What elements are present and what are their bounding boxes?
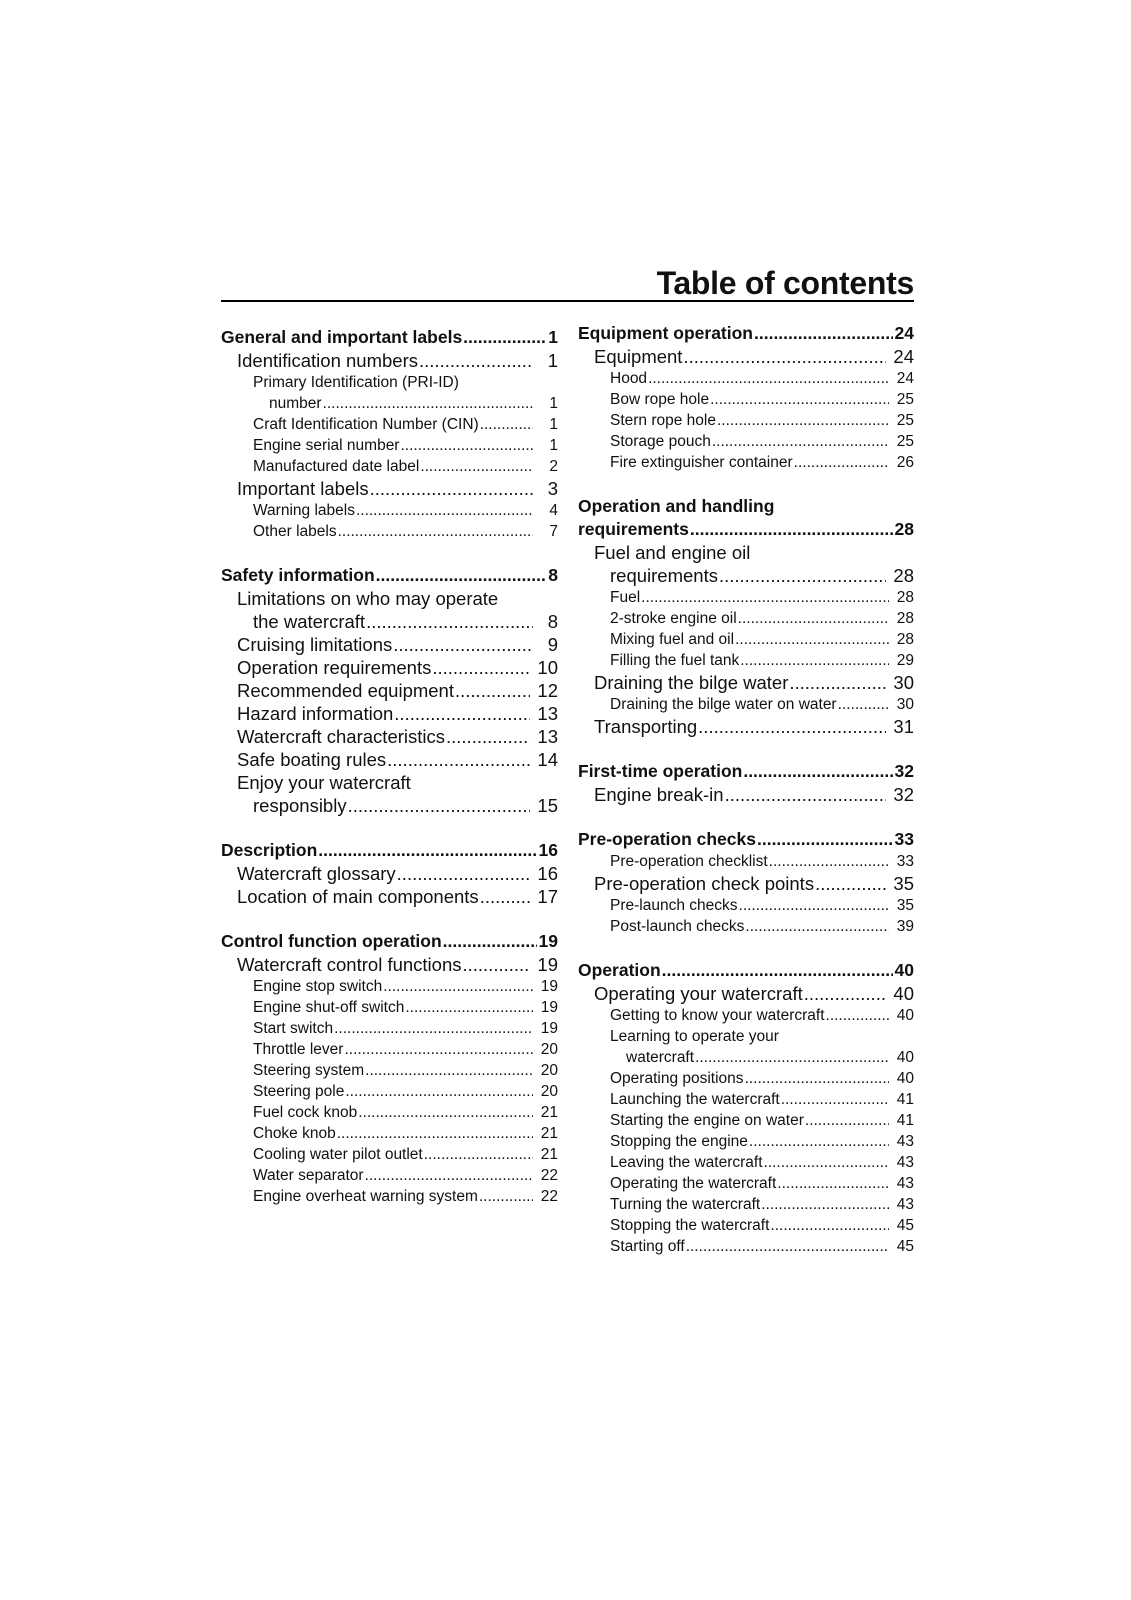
toc-page-number: 25 bbox=[896, 391, 914, 408]
toc-page-number: 28 bbox=[896, 610, 914, 627]
toc-leader-dots bbox=[745, 916, 889, 937]
toc-page-number: 20 bbox=[540, 1041, 558, 1058]
toc-leader-dots bbox=[455, 679, 530, 702]
toc-entry[interactable] bbox=[237, 702, 558, 725]
toc-entry-title: Fire extinguisher container bbox=[610, 454, 793, 471]
toc-leader-dots bbox=[348, 794, 531, 817]
toc-page-number: 43 bbox=[896, 1154, 914, 1171]
toc-entry[interactable] bbox=[610, 431, 914, 452]
toc-page-number: 4 bbox=[549, 502, 558, 519]
toc-page-number: 9 bbox=[547, 634, 558, 655]
toc-page-number: 40 bbox=[893, 983, 914, 1004]
toc-page-number: 24 bbox=[896, 370, 914, 387]
toc-entry[interactable] bbox=[610, 1089, 914, 1110]
toc-page-number: 13 bbox=[537, 726, 558, 747]
toc-entry[interactable] bbox=[610, 629, 914, 650]
toc-entry[interactable] bbox=[610, 564, 914, 587]
toc-leader-dots bbox=[419, 349, 533, 372]
toc-page-number: 15 bbox=[537, 795, 558, 816]
toc-leader-dots bbox=[777, 1173, 889, 1194]
toc-page-number: 1 bbox=[547, 350, 558, 371]
toc-page-number: 20 bbox=[540, 1062, 558, 1079]
toc-entry-title: Craft Identification Number (CIN) bbox=[253, 416, 479, 433]
toc-page-number: 28 bbox=[896, 631, 914, 648]
toc-entry-title: Draining the bilge water on water bbox=[610, 696, 837, 713]
toc-page-number: 19 bbox=[537, 954, 558, 975]
toc-entry-title: Stopping the watercraft bbox=[610, 1217, 770, 1234]
toc-entry[interactable] bbox=[269, 393, 558, 414]
toc-entry[interactable] bbox=[610, 1215, 914, 1236]
toc-leader-dots bbox=[376, 564, 547, 587]
toc-entry-title: Bow rope hole bbox=[610, 391, 710, 408]
toc-leader-dots bbox=[761, 1194, 889, 1215]
toc-page-number: 43 bbox=[896, 1133, 914, 1150]
toc-leader-dots bbox=[397, 862, 531, 885]
toc-page-number: 45 bbox=[896, 1217, 914, 1234]
toc-leader-dots bbox=[739, 895, 889, 916]
toc-entry[interactable] bbox=[253, 1081, 558, 1102]
toc-page-number: 17 bbox=[537, 886, 558, 907]
toc-entry[interactable] bbox=[237, 349, 558, 372]
toc-entry[interactable] bbox=[610, 1152, 914, 1173]
toc-entry-title: Control function operation bbox=[221, 931, 442, 951]
toc-entry[interactable] bbox=[237, 477, 558, 500]
toc-entry-title: Other labels bbox=[253, 523, 337, 540]
toc-page-number: 32 bbox=[893, 784, 914, 805]
toc-page-number: 3 bbox=[547, 478, 558, 499]
toc-leader-dots bbox=[480, 885, 531, 908]
toc-entry-title: Operation requirements bbox=[237, 657, 432, 678]
toc-page-number: 2 bbox=[549, 458, 558, 475]
toc-leader-dots bbox=[641, 587, 889, 608]
toc-page-number: 39 bbox=[896, 918, 914, 935]
toc-entry[interactable] bbox=[253, 1186, 558, 1207]
toc-leader-dots bbox=[365, 1165, 533, 1186]
toc-leader-dots bbox=[365, 1060, 533, 1081]
toc-entry[interactable] bbox=[253, 521, 558, 542]
toc-entry-title: Engine serial number bbox=[253, 437, 400, 454]
toc-entry[interactable] bbox=[253, 500, 558, 521]
toc-entry-title: Location of main components bbox=[237, 886, 479, 907]
toc-leader-dots bbox=[345, 1081, 533, 1102]
toc-entry[interactable] bbox=[626, 1047, 914, 1068]
toc-leader-dots bbox=[794, 452, 889, 473]
page-title: Table of contents bbox=[656, 265, 914, 301]
toc-leader-dots bbox=[754, 322, 893, 345]
toc-entry[interactable] bbox=[253, 1060, 558, 1081]
toc-entry[interactable] bbox=[610, 389, 914, 410]
toc-entry[interactable] bbox=[578, 828, 914, 851]
toc-leader-dots bbox=[318, 839, 536, 862]
toc-leader-dots bbox=[394, 702, 530, 725]
toc-entry-title: Identification numbers bbox=[237, 350, 418, 371]
toc-entry-title: Water separator bbox=[253, 1167, 364, 1184]
toc-entry[interactable] bbox=[578, 760, 914, 783]
toc-page-number: 29 bbox=[896, 652, 914, 669]
toc-page-number: 1 bbox=[549, 437, 558, 454]
toc-page-number: 19 bbox=[540, 1020, 558, 1037]
toc-leader-dots bbox=[334, 1018, 533, 1039]
toc-leader-dots bbox=[383, 976, 533, 997]
toc-leader-dots bbox=[712, 431, 889, 452]
toc-entry-title: First-time operation bbox=[578, 761, 743, 781]
toc-leader-dots bbox=[393, 633, 533, 656]
toc-entry-title[interactable]: Fuel and engine oil bbox=[594, 542, 751, 563]
toc-entry[interactable] bbox=[610, 1131, 914, 1152]
toc-entry-title: Post-launch checks bbox=[610, 918, 745, 935]
toc-entry[interactable] bbox=[221, 930, 558, 953]
toc-leader-dots bbox=[424, 1144, 533, 1165]
toc-entry[interactable] bbox=[610, 694, 914, 715]
toc-entry-title: Watercraft control functions bbox=[237, 954, 462, 975]
toc-entry[interactable] bbox=[610, 1068, 914, 1089]
toc-entry[interactable] bbox=[578, 322, 914, 345]
toc-entry-title: Steering pole bbox=[253, 1083, 345, 1100]
toc-entry-title: Pre-operation check points bbox=[594, 873, 815, 894]
toc-entry-title: Engine overheat warning system bbox=[253, 1188, 478, 1205]
toc-page-number: 20 bbox=[540, 1083, 558, 1100]
toc-entry-title: Hazard information bbox=[237, 703, 394, 724]
toc-entry-title: Throttle lever bbox=[253, 1041, 344, 1058]
title-rule bbox=[221, 300, 914, 302]
toc-entry-title: 2-stroke engine oil bbox=[610, 610, 737, 627]
toc-entry[interactable] bbox=[610, 608, 914, 629]
toc-page-number: 33 bbox=[894, 829, 914, 849]
toc-entry[interactable] bbox=[237, 862, 558, 885]
toc-entry[interactable] bbox=[594, 345, 914, 368]
toc-leader-dots bbox=[770, 1215, 889, 1236]
toc-leader-dots bbox=[789, 671, 886, 694]
toc-leader-dots bbox=[358, 1102, 533, 1123]
toc-page-number: 33 bbox=[896, 853, 914, 870]
toc-page-number: 35 bbox=[896, 897, 914, 914]
toc-leader-dots bbox=[738, 608, 889, 629]
toc-leader-dots bbox=[815, 872, 886, 895]
toc-page-number: 16 bbox=[538, 840, 558, 860]
toc-entry[interactable] bbox=[253, 1144, 558, 1165]
toc-entry[interactable] bbox=[237, 633, 558, 656]
toc-entry[interactable] bbox=[610, 587, 914, 608]
toc-page-number: 28 bbox=[896, 589, 914, 606]
toc-entry[interactable] bbox=[578, 959, 914, 982]
toc-entry-title: Engine stop switch bbox=[253, 978, 383, 995]
toc-page-number: 28 bbox=[894, 519, 914, 539]
toc-page-number: 22 bbox=[540, 1188, 558, 1205]
toc-entry-title: Getting to know your watercraft bbox=[610, 1007, 825, 1024]
toc-entry[interactable] bbox=[237, 748, 558, 771]
toc-entry-title: number bbox=[269, 395, 322, 412]
toc-leader-dots bbox=[662, 959, 893, 982]
toc-leader-dots bbox=[400, 435, 533, 456]
toc-entry[interactable] bbox=[594, 982, 914, 1005]
toc-leader-dots bbox=[826, 1005, 889, 1026]
toc-entry[interactable] bbox=[237, 679, 558, 702]
toc-entry-title: Important labels bbox=[237, 478, 369, 499]
toc-page-number: 1 bbox=[549, 395, 558, 412]
toc-entry-title: Storage pouch bbox=[610, 433, 711, 450]
toc-leader-dots bbox=[740, 650, 889, 671]
toc-entry[interactable] bbox=[253, 997, 558, 1018]
toc-entry[interactable] bbox=[253, 1102, 558, 1123]
toc-page-number: 19 bbox=[538, 931, 558, 951]
toc-entry-title: Pre-launch checks bbox=[610, 897, 738, 914]
toc-entry[interactable] bbox=[610, 368, 914, 389]
toc-page-number: 24 bbox=[894, 323, 914, 343]
toc-page-number: 1 bbox=[549, 416, 558, 433]
toc-leader-dots bbox=[344, 1039, 533, 1060]
toc-entry-title: Choke knob bbox=[253, 1125, 336, 1142]
toc-entry-title: Engine break-in bbox=[594, 784, 724, 805]
toc-entry[interactable] bbox=[610, 452, 914, 473]
toc-entry-title: Start switch bbox=[253, 1020, 334, 1037]
toc-page-number: 40 bbox=[896, 1007, 914, 1024]
toc-page-number: 43 bbox=[896, 1175, 914, 1192]
toc-entry[interactable] bbox=[610, 895, 914, 916]
toc-leader-dots bbox=[479, 1186, 533, 1207]
toc-entry[interactable] bbox=[610, 1236, 914, 1257]
toc-entry[interactable] bbox=[610, 1194, 914, 1215]
toc-entry[interactable] bbox=[610, 1110, 914, 1131]
toc-page-number: 32 bbox=[894, 761, 914, 781]
toc-page-number: 31 bbox=[893, 716, 914, 737]
toc-leader-dots bbox=[698, 715, 886, 738]
toc-entry-title: General and important labels bbox=[221, 327, 463, 347]
toc-entry[interactable] bbox=[253, 414, 558, 435]
toc-entry[interactable] bbox=[594, 872, 914, 895]
toc-page-number: 21 bbox=[540, 1125, 558, 1142]
toc-entry-title[interactable]: Learning to operate your bbox=[610, 1028, 779, 1045]
toc-leader-dots bbox=[805, 1110, 889, 1131]
toc-entry-title: Cooling water pilot outlet bbox=[253, 1146, 423, 1163]
toc-leader-dots bbox=[749, 1131, 889, 1152]
toc-entry-title: Equipment operation bbox=[578, 323, 753, 343]
toc-leader-dots bbox=[463, 326, 546, 349]
toc-entry[interactable] bbox=[237, 656, 558, 679]
toc-entry[interactable] bbox=[610, 1173, 914, 1194]
toc-entry-title[interactable]: Enjoy your watercraft bbox=[237, 772, 411, 793]
toc-entry[interactable] bbox=[237, 885, 558, 908]
toc-leader-dots bbox=[323, 393, 533, 414]
toc-page-number: 26 bbox=[896, 454, 914, 471]
toc-page-number: 19 bbox=[540, 978, 558, 995]
toc-leader-dots bbox=[446, 725, 530, 748]
toc-entry[interactable] bbox=[610, 410, 914, 431]
toc-entry[interactable] bbox=[221, 326, 558, 349]
toc-page-number: 25 bbox=[896, 433, 914, 450]
toc-entry-title: Pre-operation checks bbox=[578, 829, 756, 849]
toc-entry-title: Draining the bilge water bbox=[594, 672, 789, 693]
toc-entry[interactable] bbox=[610, 1005, 914, 1026]
toc-entry[interactable] bbox=[237, 953, 558, 976]
toc-leader-dots bbox=[725, 783, 887, 806]
toc-entry[interactable] bbox=[594, 671, 914, 694]
toc-leader-dots bbox=[370, 477, 533, 500]
toc-entry-title: Operating the watercraft bbox=[610, 1175, 777, 1192]
toc-page-number: 21 bbox=[540, 1146, 558, 1163]
toc-entry-title: requirements bbox=[578, 519, 689, 539]
toc-leader-dots bbox=[719, 564, 886, 587]
toc-entry-title: Filling the fuel tank bbox=[610, 652, 740, 669]
toc-entry[interactable] bbox=[253, 1123, 558, 1144]
toc-entry-title: Watercraft glossary bbox=[237, 863, 396, 884]
toc-entry[interactable] bbox=[253, 1018, 558, 1039]
toc-entry-title: Transporting bbox=[594, 716, 698, 737]
toc-page-number: 43 bbox=[896, 1196, 914, 1213]
toc-entry-title: Pre-operation checklist bbox=[610, 853, 768, 870]
toc-leader-dots bbox=[804, 982, 887, 1005]
toc-page-number: 41 bbox=[896, 1091, 914, 1108]
toc-entry[interactable] bbox=[221, 839, 558, 862]
toc-leader-dots bbox=[432, 656, 530, 679]
toc-entry-title: Hood bbox=[610, 370, 648, 387]
toc-leader-dots bbox=[420, 456, 533, 477]
toc-leader-dots bbox=[443, 930, 537, 953]
toc-page-number: 7 bbox=[549, 523, 558, 540]
toc-page-number: 41 bbox=[896, 1112, 914, 1129]
toc-entry-title: watercraft bbox=[626, 1049, 695, 1066]
toc-leader-dots bbox=[745, 1068, 889, 1089]
toc-page-number: 22 bbox=[540, 1167, 558, 1184]
toc-leader-dots bbox=[743, 760, 892, 783]
toc-entry[interactable] bbox=[253, 456, 558, 477]
toc-entry-title: Equipment bbox=[594, 346, 683, 367]
toc-entry[interactable] bbox=[253, 976, 558, 997]
toc-page-number: 13 bbox=[537, 703, 558, 724]
toc-entry-title: Launching the watercraft bbox=[610, 1091, 780, 1108]
toc-leader-dots bbox=[735, 629, 889, 650]
toc-entry[interactable] bbox=[253, 610, 558, 633]
toc-leader-dots bbox=[757, 828, 893, 851]
toc-entry[interactable] bbox=[237, 725, 558, 748]
toc-entry-title: Starting off bbox=[610, 1238, 685, 1255]
toc-entry-title: Turning the watercraft bbox=[610, 1196, 761, 1213]
toc-entry-title: Stern rope hole bbox=[610, 412, 716, 429]
toc-entry-title: Starting the engine on water bbox=[610, 1112, 804, 1129]
toc-leader-dots bbox=[781, 1089, 889, 1110]
toc-leader-dots bbox=[690, 518, 893, 541]
toc-entry[interactable] bbox=[253, 435, 558, 456]
toc-entry-title: responsibly bbox=[253, 795, 347, 816]
toc-page-number: 30 bbox=[893, 672, 914, 693]
toc-entry[interactable] bbox=[594, 783, 914, 806]
toc-entry[interactable] bbox=[610, 916, 914, 937]
toc-leader-dots bbox=[838, 694, 889, 715]
toc-entry-title: Fuel cock knob bbox=[253, 1104, 358, 1121]
toc-entry-title[interactable]: Operation and handling bbox=[578, 496, 775, 516]
toc-entry[interactable] bbox=[610, 851, 914, 872]
toc-entry[interactable] bbox=[253, 1165, 558, 1186]
toc-page-number: 10 bbox=[537, 657, 558, 678]
toc-entry-title[interactable]: Limitations on who may operate bbox=[237, 588, 499, 609]
toc-entry[interactable] bbox=[578, 518, 914, 541]
toc-entry-title: Mixing fuel and oil bbox=[610, 631, 735, 648]
toc-entry[interactable] bbox=[610, 650, 914, 671]
toc-page-number: 35 bbox=[893, 873, 914, 894]
toc-page-number: 1 bbox=[548, 327, 558, 347]
toc-entry-title: Watercraft characteristics bbox=[237, 726, 445, 747]
toc-page-number: 24 bbox=[893, 346, 914, 367]
toc-entry-title: Engine shut-off switch bbox=[253, 999, 405, 1016]
toc-entry-title: Fuel bbox=[610, 589, 641, 606]
toc-entry-title: Description bbox=[221, 840, 318, 860]
toc-entry-title: Recommended equipment bbox=[237, 680, 454, 701]
toc-page-number: 25 bbox=[896, 412, 914, 429]
toc-entry-title: requirements bbox=[610, 565, 718, 586]
toc-entry-title: Leaving the watercraft bbox=[610, 1154, 763, 1171]
toc-page-number: 28 bbox=[893, 565, 914, 586]
toc-leader-dots bbox=[366, 610, 533, 633]
toc-page-number: 45 bbox=[896, 1238, 914, 1255]
toc-entry-title: Safety information bbox=[221, 565, 375, 585]
toc-leader-dots bbox=[695, 1047, 889, 1068]
toc-leader-dots bbox=[764, 1152, 889, 1173]
toc-page-number: 8 bbox=[547, 611, 558, 632]
toc-entry-title: Operating positions bbox=[610, 1070, 744, 1087]
toc-leader-dots bbox=[769, 851, 889, 872]
toc-page-number: 30 bbox=[896, 696, 914, 713]
toc-entry-title: Manufactured date label bbox=[253, 458, 420, 475]
toc-page-number: 19 bbox=[540, 999, 558, 1016]
toc-leader-dots bbox=[387, 748, 530, 771]
toc-page-number: 12 bbox=[537, 680, 558, 701]
toc-entry-title: Safe boating rules bbox=[237, 749, 387, 770]
toc-entry-title: Operation bbox=[578, 960, 661, 980]
toc-leader-dots bbox=[462, 953, 530, 976]
toc-leader-dots bbox=[717, 410, 889, 431]
toc-page-number: 14 bbox=[537, 749, 558, 770]
toc-page-number: 40 bbox=[896, 1070, 914, 1087]
toc-entry[interactable] bbox=[594, 715, 914, 738]
toc-leader-dots bbox=[338, 521, 533, 542]
toc-entry-title: the watercraft bbox=[253, 611, 366, 632]
toc-page-number: 8 bbox=[548, 565, 558, 585]
toc-page-number: 40 bbox=[896, 1049, 914, 1066]
toc-entry-title: Warning labels bbox=[253, 502, 355, 519]
toc-page-number: 16 bbox=[537, 863, 558, 884]
toc-page-number: 40 bbox=[894, 960, 914, 980]
toc-leader-dots bbox=[683, 345, 886, 368]
toc-entry[interactable] bbox=[253, 794, 558, 817]
toc-leader-dots bbox=[648, 368, 889, 389]
toc-page-number: 21 bbox=[540, 1104, 558, 1121]
toc-leader-dots bbox=[356, 500, 533, 521]
toc-entry-title: Cruising limitations bbox=[237, 634, 393, 655]
toc-entry-title: Stopping the engine bbox=[610, 1133, 748, 1150]
toc-entry-title: Steering system bbox=[253, 1062, 365, 1079]
toc-leader-dots bbox=[337, 1123, 533, 1144]
toc-entry[interactable] bbox=[253, 1039, 558, 1060]
toc-entry-title: Operating your watercraft bbox=[594, 983, 803, 1004]
toc-entry[interactable] bbox=[221, 564, 558, 587]
toc-leader-dots bbox=[405, 997, 533, 1018]
toc-entry-title[interactable]: Primary Identification (PRI-ID) bbox=[253, 374, 459, 391]
toc-leader-dots bbox=[686, 1236, 889, 1257]
toc-leader-dots bbox=[710, 389, 889, 410]
toc-leader-dots bbox=[480, 414, 533, 435]
